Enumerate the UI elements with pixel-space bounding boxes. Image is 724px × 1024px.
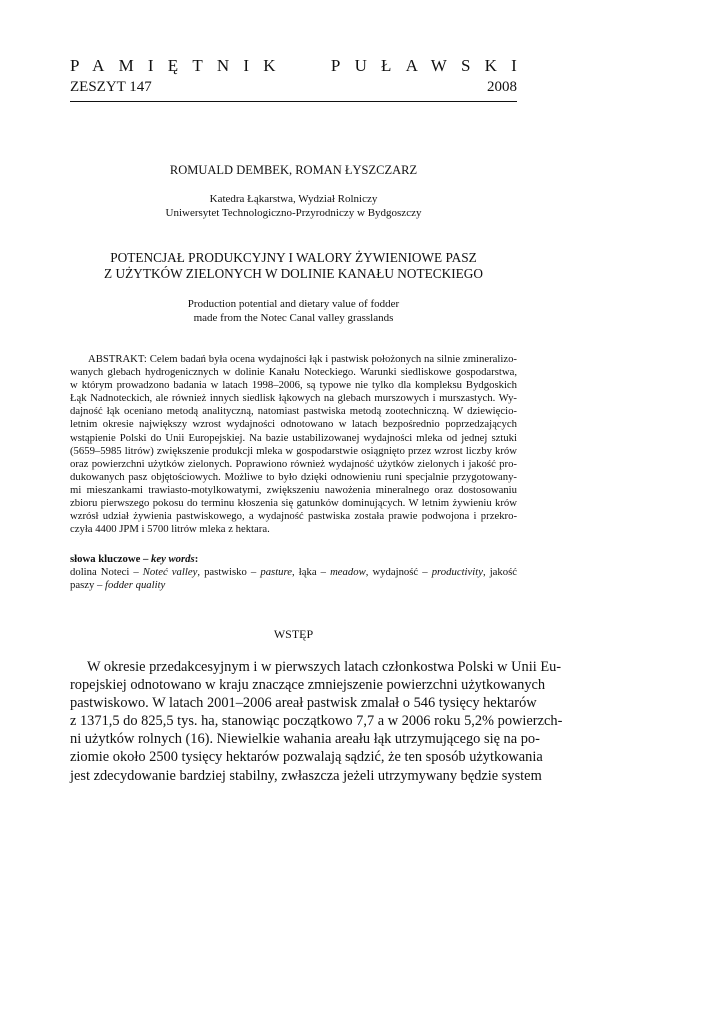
body-line: ziomie około 2500 tysięcy hektarów pozwalają sądzić, że ten sposób użytkowania — [70, 749, 543, 766]
abstract-line: czyła 4400 JPM i 5700 litrów mleka z hektara. — [70, 523, 270, 536]
abstract-line: Łąk Nadnoteckich, ale również innych siedlisk łąkowych na glebach murszowych i murszastych. Wy- — [70, 392, 517, 405]
keyword-part: pasture — [260, 566, 293, 579]
body-line: ropejskiej odnotowano w kraju znaczące zmniejszenie powierzchni użytkowanych — [70, 677, 546, 694]
body-line: jest zdecydowanie bardziej stabilny, zwłaszcza jeżeli utrzymywany będzie system — [70, 767, 542, 784]
keyword-part: paszy – — [70, 579, 106, 592]
body-line: pastwiskowo. W latach 2001–2006 areał pastwisk zmalał o 546 tysięcy hektarów — [70, 695, 537, 712]
journal-title-right: PUŁAWSKI — [330, 56, 531, 75]
keywords-heading — [70, 553, 517, 566]
keyword-part: productivity — [431, 566, 483, 579]
affiliation-line-2: Uniwersytet Technologiczno-Przyrodniczy w Bydgoszczy — [165, 207, 422, 219]
abstract-line: wstąpienie Polski do Unii Europejskiej. Na bazie ustabilizowanej wydajności mleka od jednej sztuki — [70, 431, 517, 444]
abstract — [70, 353, 517, 536]
section-heading: WSTĘP — [273, 627, 314, 641]
abstract-line: (5659–5985 litrów) zwiększenie produkcji mleka w gospodarstwie osiągnięto przez wzrost liczby krów — [70, 444, 517, 457]
body-line: z 1371,5 do 825,5 tys. ha, stanowiąc początkowo 7,7 a w 2006 roku 5,2% powierzch- — [70, 713, 563, 730]
header-rule — [70, 101, 517, 102]
affiliation — [70, 192, 517, 220]
keyword-part: dolina Noteci – — [70, 566, 143, 579]
keywords-heading-colon: : — [194, 553, 199, 565]
english-title — [70, 298, 517, 325]
authors: ROMUALD DEMBEK, ROMAN ŁYSZCZARZ — [169, 163, 418, 177]
keyword-part: fodder quality — [105, 579, 166, 592]
keyword-part: Noteć valley — [142, 566, 198, 579]
keyword-part: , łąka – — [292, 566, 331, 579]
keyword-part: , jakość — [482, 566, 517, 579]
body-text — [70, 658, 563, 785]
keywords-line-1 — [70, 566, 517, 579]
abstract-line: mi mieszankami trawiasto-motylkowatymi, zwiększeniu nawożenia mineralnego oraz dostosowaniu — [70, 483, 517, 496]
journal-issue-row — [70, 79, 517, 96]
english-title-line-2: made from the Notec Canal valley grasslands — [193, 311, 394, 324]
abstract-line: wanych glebach hydrogenicznych w dolinie Kanału Noteckiego. Warunki siedliskowe gospodarstwa, — [70, 366, 517, 379]
abstract-line: ABSTRAKT: Celem badań była ocena wydajności łąk i pastwisk położonych na silnie zmineralizo- — [88, 353, 517, 365]
english-title-line-1: Production potential and dietary value of fodder — [187, 298, 400, 310]
keyword-part: , pastwisko – — [197, 566, 261, 579]
abstract-line: wzrósł udział żywienia pastwiskowego, a wydajność pastwiska została prawie podwojona i przekro- — [70, 510, 517, 523]
body-line: W okresie przedakcesyjnym i w pierwszych latach członkostwa Polski w Unii Eu- — [87, 659, 562, 675]
keywords-heading-en: key words — [151, 553, 195, 565]
keyword-part: , wydajność – — [365, 566, 432, 579]
paper-title — [70, 250, 517, 282]
journal-title-left: PAMIĘTNIK — [70, 56, 290, 75]
abstract-line: zbioru pierwszego pokosu do terminu kłoszenia się gatunków dominujących. W letnim żywieniu krów — [70, 497, 517, 510]
journal-title — [70, 56, 531, 76]
abstract-line: dajność łąk oceniano metodą analityczną, natomiast pastwiska metodą zootechniczną. W dziewięcio- — [70, 405, 517, 418]
abstract-line: oraz powierzchni użytków zielonych. Poprawiono również wydajność użytków zielonych i jakość pro- — [70, 457, 517, 470]
affiliation-line-1: Katedra Łąkarstwa, Wydział Rolniczy — [209, 193, 378, 205]
abstract-line: letnim okresie największy wzrost wydajności odnotowano w latach bezpośrednio poprzedzających — [70, 418, 517, 431]
issue-year: 2008 — [487, 79, 517, 95]
abstract-line: w którym prowadzono badania w latach 1998–2006, są typowe nie tylko dla kompleksu Bydgoskich — [70, 379, 517, 392]
keywords-heading-pl: słowa kluczowe – — [70, 553, 152, 565]
paper-title-line-2: Z UŻYTKÓW ZIELONYCH W DOLINIE KANAŁU NOTECKIEGO — [104, 266, 483, 281]
keywords-line-2 — [70, 579, 517, 592]
paper-title-line-1: POTENCJAŁ PRODUKCYJNY I WALORY ŻYWIENIOWE PASZ — [110, 250, 477, 265]
keyword-part: meadow — [330, 566, 366, 579]
body-line: ni użytków rolnych (16). Niewielkie wahania areału łąk utrzymującego się na po- — [70, 731, 540, 748]
keywords — [70, 553, 517, 593]
abstract-line: dukowanych pasz objętościowych. Możliwe to było dzięki odnowieniu runi specjalnie przygotowany- — [70, 470, 517, 483]
issue-number: ZESZYT 147 — [70, 79, 152, 95]
